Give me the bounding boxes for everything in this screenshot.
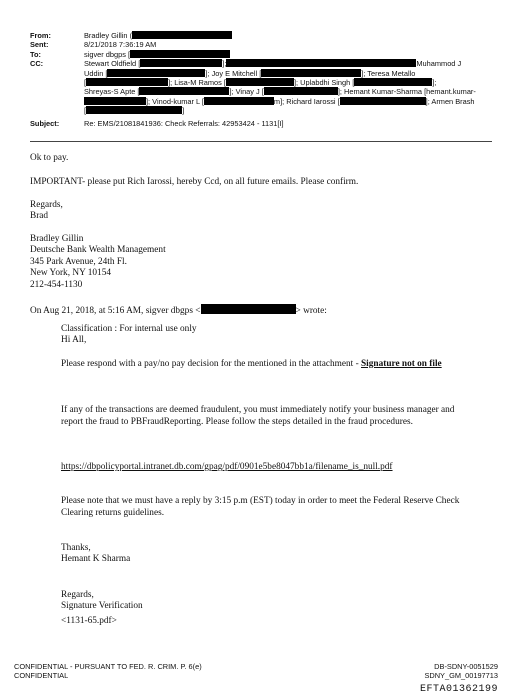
quoted-intro-text: On Aug 21, 2018, at 5:16 AM, sigver dbgps < xyxy=(30,306,201,316)
to-value: sigver dbgps [ xyxy=(84,49,131,59)
redaction-box xyxy=(86,106,185,116)
cc-label: CC: xyxy=(30,59,44,69)
quoted-intro xyxy=(30,304,490,318)
to-row xyxy=(30,50,490,59)
classification: Classification : For internal use only xyxy=(61,324,197,334)
cc-text: Muhammod J xyxy=(416,59,462,69)
signature-name: Bradley Gillin xyxy=(30,234,84,244)
thanks: Thanks, xyxy=(61,543,91,553)
subject-row xyxy=(30,119,490,128)
message-line: Brad xyxy=(30,211,49,221)
cc-value xyxy=(84,59,490,115)
attachment-name[interactable]: <1131-65.pdf> xyxy=(61,616,117,626)
message-line: IMPORTANT- please put Rich Iarossi, hereby Ccd, on all future emails. Please confirm. xyxy=(30,177,359,187)
quoted-intro-text: > wrote: xyxy=(295,306,327,316)
footer-bates-2: SDNY_GM_00197713 xyxy=(424,671,498,680)
redaction-box xyxy=(140,59,222,67)
sent-value: 8/21/2018 7:36:19 AM xyxy=(84,40,157,50)
redaction-box xyxy=(354,78,432,86)
subject-value: Re: EMS/21081841936: Check Referrals: 42953424 - 1131[I] xyxy=(84,118,284,128)
from-label: From: xyxy=(30,31,51,40)
signature-address: 345 Park Avenue, 24th Fl. xyxy=(30,257,127,267)
efta-number: EFTA01362199 xyxy=(419,684,498,695)
redaction-box xyxy=(340,97,426,105)
sent-label: Sent: xyxy=(30,40,49,50)
quoted-regards: Regards, xyxy=(61,590,94,600)
header-divider xyxy=(30,141,492,142)
cc-text: ]; Vinod-kumar L [ xyxy=(146,96,204,106)
request-paragraph xyxy=(61,359,471,371)
deadline-paragraph: Please note that we must have a reply by 3:15 p.m (EST) today in order to meet the Federal Reserve Check Clearing returns guidelines. xyxy=(61,496,460,518)
footer-confidential-2: CONFIDENTIAL xyxy=(14,671,69,680)
cc-text: ]; Joy E Mitchell [ xyxy=(205,68,262,78)
cc-text: Shreyas-S Apte [ xyxy=(84,87,140,97)
cc-text: ]; Vinay J [ xyxy=(229,87,264,97)
redaction-box xyxy=(84,97,146,105)
cc-text: ]; Teresa Metallo xyxy=(361,68,416,78)
from-row xyxy=(30,31,490,40)
from-value: Bradley Gillin ( xyxy=(84,31,133,40)
subject-label: Subject: xyxy=(30,118,60,128)
signature-not-on-file: Signature not on file xyxy=(361,359,442,369)
footer-bates-1: DB-SDNY-0051529 xyxy=(434,662,498,671)
redaction-box xyxy=(226,59,416,67)
email-header xyxy=(30,31,490,128)
signature-phone: 212-454-1130 xyxy=(30,280,83,290)
redaction-box xyxy=(130,50,230,58)
redaction-box xyxy=(261,69,361,77)
redaction-box xyxy=(264,87,338,95)
cc-text: ]; Uplabdhi Singh [ xyxy=(293,78,355,88)
cc-text: ]; Lisa-M Ramos [ xyxy=(168,78,226,88)
redaction-box xyxy=(107,69,205,77)
request-text: Please respond with a pay/no pay decision for the mentioned in the attachment - xyxy=(61,359,361,369)
redaction-box xyxy=(132,31,232,39)
signature-address: New York, NY 10154 xyxy=(30,268,112,278)
redaction-box xyxy=(86,78,168,86)
cc-row xyxy=(30,59,490,115)
cc-text: Stewart Oldfield [ xyxy=(84,59,141,69)
message-line: Regards, xyxy=(30,200,63,210)
cc-text: [ xyxy=(84,106,87,116)
footer-confidential-1: CONFIDENTIAL - PURSUANT TO FED. R. CRIM. P. 6(e) xyxy=(14,662,202,671)
cc-text: ]; xyxy=(432,78,437,88)
redaction-box xyxy=(139,87,229,95)
greeting: Hi All, xyxy=(61,335,87,345)
sent-row xyxy=(30,40,490,49)
cc-text: ]; xyxy=(222,59,227,69)
message-line: Ok to pay. xyxy=(30,153,69,163)
to-label: To: xyxy=(30,49,41,59)
cc-text: ]; Armen Brash xyxy=(425,96,475,106)
redaction-box xyxy=(226,78,294,86)
thanks-name: Hemant K Sharma xyxy=(61,554,131,564)
cc-text: Uddin [ xyxy=(84,68,108,78)
signature-company: Deutsche Bank Wealth Management xyxy=(30,245,166,255)
cc-text: ]; Hemant Kumar-Sharma [hemant.kumar- xyxy=(337,87,476,97)
cc-text: ] xyxy=(182,106,185,116)
cc-text: m]; Richard Iarossi [ xyxy=(273,96,340,106)
redaction-box xyxy=(201,304,296,314)
team-name: Signature Verification xyxy=(61,601,143,611)
policy-link[interactable]: https://dbpolicyportal.intranet.db.com/gpag/pdf/0901e5be8047bb1a/filename_is_null.pdf xyxy=(61,462,393,472)
fraud-paragraph: If any of the transactions are deemed fraudulent, you must immediately notify your business manager and report the fraud to PBFraudReporting. Please follow the steps detailed in the fraud procedures. xyxy=(61,405,455,427)
redaction-box xyxy=(204,97,274,105)
cc-text: [ xyxy=(84,78,87,88)
